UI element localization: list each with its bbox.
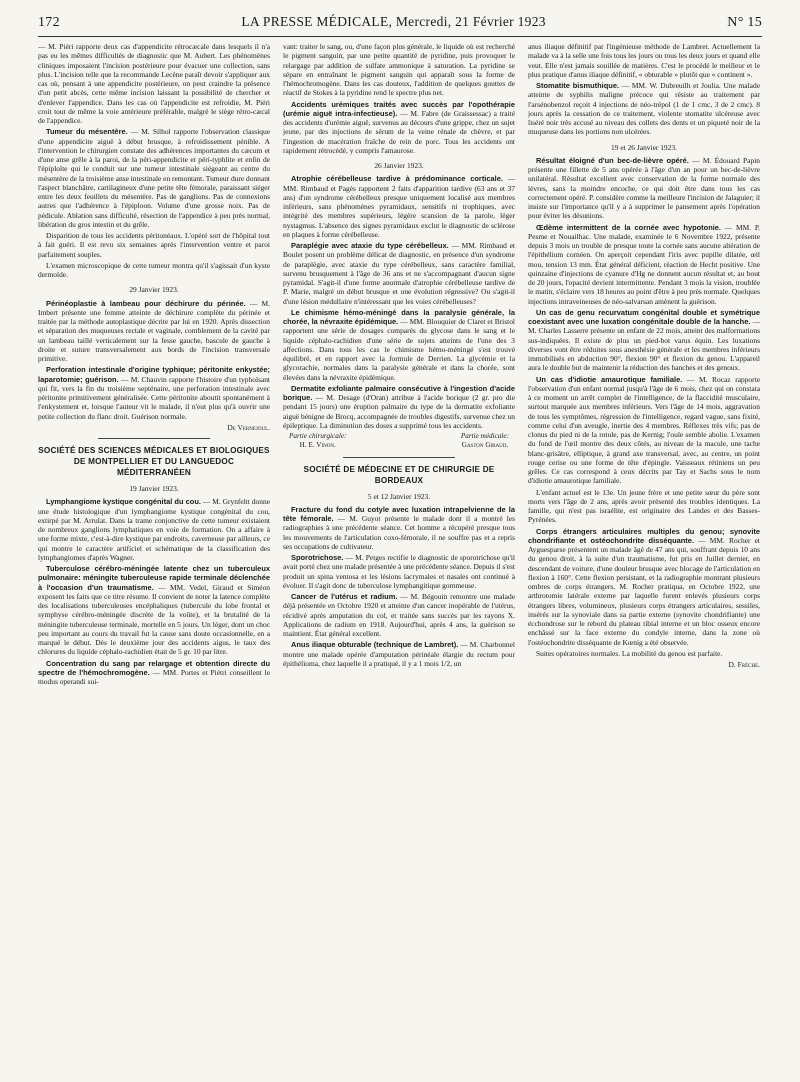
running-header <box>38 14 762 34</box>
article <box>528 308 760 373</box>
article <box>528 223 760 306</box>
article <box>283 592 515 638</box>
article-title: Stomatite bismuthique. <box>536 81 620 90</box>
signature: De Vernejoul. <box>227 422 270 432</box>
article-body: — M. Grynfeltt donne une étude histologique d'un lymphangiome kystique congénital du cou, extirpé par M. Arrulat. Dans la trame conjonctive de cette tumeur existaient de nombreux ganglions lymphatiques en voie de formation. On a affaire à une forme mixte, c'est-à-dire kystique par endroits, caverneuse par ailleurs, ce qui montre le caractère artificiel et schématique de la classification des lymphangiomes d'après Wagner. <box>38 497 270 562</box>
article-title: Cancer de l'utérus et radium. <box>291 592 398 601</box>
article-title: Accidents urémiques traités avec succès par l'opothérapie (urémie aiguë intra-infectieuse). <box>283 99 515 118</box>
paragraph: anus iliaque définitif par l'ingénieuse méthode de Lambret. Actuellement la malade va à la selle une fois tous les jours ou tous les deux jours et quand elle veut. Elle n'est jamais souillée de matières. C'est le procédé le meilleur et le plus pratique d'anus iliaque définitif, « obturable » plutôt que « continent ». <box>528 42 760 79</box>
article-body: — MM. Blouquier de Claret et Bristol rapportent une série de dosages comparés du glycose dans le sang et le liquide céphalo-rachidien d'une série de sujets atteints de l'une des 3 affections. Dans tous les cas le chimisme hémo-méningé s'est trouvé équilibré, et en rapport avec la formule de Derrien. La glycémie et la glycorachie, normales dans la paralysie générale et dans la chorée, sont élevées dans la névraxite épidémique. <box>283 317 515 382</box>
article <box>283 100 515 156</box>
column-3 <box>528 42 760 1082</box>
paragraph: — M. Piéri rapporte deux cas d'appendicite rétrocæcale dans lesquels il n'a pas eu les mêmes difficultés de diagnostic que M. Aubert. Les phénomènes cliniques imposaient l'incision postérieure pour évacuer une collection, sans plus. L'incision telle que la recommande Lecène paraît devoir s'appliquer aux cas où, pensant à une appendicite postérieure, on peut craindre la présence d'un petit abcès, cette même incision laissant la possibilité de chercher et d'enlever l'appendice. Dans les cas où l'appendicite est refroidie, M. Piéri croit tout de même la voie antérieure préférable, malgré le siège rétro-cæcal de l'appendice. <box>38 42 270 125</box>
article-title: Dermatite exfoliante palmaire consécutive à l'ingestion d'acide borique. <box>283 383 515 402</box>
signature-name: Gaston Giraud. <box>461 441 509 450</box>
society-heading: SOCIÉTÉ DE MÉDECINE ET DE CHIRURGIE DE BORDEAUX <box>303 464 495 485</box>
dual-signature <box>289 432 509 451</box>
article <box>283 174 515 239</box>
article-title: Résultat éloigné d'un bec-de-lièvre opéré. <box>536 155 689 165</box>
signature: D. Frèche. <box>728 660 760 669</box>
article-body: — MM. Rimbaud et Pagès rapportent 2 faits d'apparition tardive (63 ans et 37 ans) d'un syndrome cérébelleux presque uniquement localisé aux membres inférieurs, sans phénomènes pyramidaux, sensitifs ni trophiques, avec intégrité des membres supérieurs, légère scansion de la parole, léger nystagmus. L'absence des signes pyramidaux exclut le diagnostic de sclérose en plaques à forme cérébelleuse. <box>283 174 515 239</box>
signature-left <box>289 432 346 451</box>
article <box>528 527 760 647</box>
article-title: Tuberculose cérébro-méningée latente chez un tuberculeux pulmonaire: méningite tuberculeuse rapide terminale déclenchée à l'occasion d'un traumatisme. <box>38 564 270 592</box>
paragraph: Suites opératoires normales. La mobilité du genou est parfaite. <box>536 648 723 658</box>
article-title: Le chimisme hémo-méningé dans la paralysie générale, la chorée, la névraxite épidémique. <box>283 307 515 326</box>
article-title: Atrophie cérébelleuse tardive à prédominance corticale. <box>291 174 503 184</box>
page-number: 172 <box>38 15 60 30</box>
article-title: Perforation intestinale d'origine typhique; péritonite enkystée; laparotomie; guérison. <box>38 365 270 384</box>
column-1 <box>38 42 270 1082</box>
article <box>283 553 515 590</box>
session-date: 19 Janvier 1923. <box>129 484 179 493</box>
article <box>38 299 270 364</box>
journal-title: LA PRESSE MÉDICALE, Mercredi, 21 Février 1923 <box>241 14 546 29</box>
article-title: Fracture du fond du cotyle avec luxation intrapelvienne de la tête fémorale. <box>283 504 515 523</box>
article-title: Un cas de genu recurvatum congénital double et symétrique coexistant avec une luxation congénitale double de la hanche. <box>528 307 760 326</box>
paragraph: L'examen microscopique de cette tumeur montra qu'il s'agissait d'un kyste dermoïde. <box>38 260 270 279</box>
column-2 <box>283 42 515 1082</box>
article <box>38 127 270 229</box>
signature-label: Partie médicale: <box>460 432 509 440</box>
article-title: Un cas d'idiotie amaurotique familiale. <box>536 374 683 384</box>
article <box>283 505 515 551</box>
article-body: — MM. Rimbaud et Boulet posent un problème délicat de diagnostic, en présence d'un syndrome de paraplégie, avec ataxie du type cérébelleux, sans caractère familial, survenu brusquement à l'âge de 36 ans et ne s'accompagnant d'aucun signe pyramidal. S'agit-il d'une forme anormale d'atrophie cérébelleuse tardive de P. Marie, malgré un début brusque et une évolution régressive? Ou s'agit-il d'une lésion médullaire n'intéressant que les voies cérébelleuses? <box>283 241 515 306</box>
article-body: — M. Bégouin remontre une malade déjà présentée en Octobre 1920 et atteinte d'un cancer inopérable de l'utérus, récidivé après amputation du col, et traitée sans succès par les rayons X. Applications de radium en 1918. Aujourd'hui, après 4 ans, la guérison se maintient. État général excellent. <box>283 592 515 638</box>
session-date: 19 et 26 Janvier 1923. <box>611 142 677 152</box>
article-title: Tumeur du mésentère. <box>46 127 128 137</box>
issue-number: N° 15 <box>727 15 762 30</box>
text-columns <box>38 42 762 1082</box>
paragraph: Disparition de tous les accidents péritonéaux. L'opéré sort de l'hôpital tout à fait guéri. Il est revu six semaines après l'intervention ventre et paroi parfaitement souples. <box>38 231 270 259</box>
article <box>38 497 270 562</box>
article-title: Anus iliaque obturable (technique de Lambret). <box>291 640 459 650</box>
article-body: — M. Charles Lasserre présente un enfant de 22 mois, atteint des malformations sus-indiquées. Il existe de plus un pied-bot varus équin. Les luxations diverses vont être réduites sous anesthésie générale et les membres inférieurs immobilisés en abduction 90°, flexion 90° et flexion du genou. L'appareil aura le double but de maintenir la réduction des hanches et des genoux. <box>528 317 760 373</box>
article <box>283 308 515 382</box>
session-date: 5 et 12 Janvier 1923. <box>367 491 431 501</box>
article-body: — M. Petges rectifie le diagnostic de sporotrichose qu'il avait porté chez une malade présentée à une précédente séance. Depuis il s'est produit un spina ventosa et les lésions lacrymales et nasales ont continué à évoluer. Il s'agit donc de tuberculose lymphangitique gommeuse. <box>283 553 515 590</box>
article-title: Corps étrangers articulaires multiples du genou; synovite chondrifiante et ostéochondrite disséquante. <box>528 526 760 545</box>
session-date: 26 Janvier 1923. <box>374 161 424 170</box>
article-body: — MM. P. Pesme et Nouailhac. Une malade, examinée le 6 Novembre 1922, présente depuis 3 mois un trouble de presque toute la cornée sans aucune altération de l'épithélium cornéen. On aperçoit cependant l'iris avec pupille dilatée, œil mou, tension 13 mm. État général déficient, réaction de Hecht positive. Une quinzaine d'injections de cyanure d'Hg ne donnent aucun résultat et, au bout de 20 jours, l'opacité devient intermittente. Pendant 3 mois la vision, troublée le matin, s'éclaire vers 18 heures au point d'être à peu près normale. Quelques injections intraveineuses de néo-salvarsan amènent la guérison. <box>528 222 760 306</box>
section-divider <box>98 438 210 439</box>
article <box>528 156 760 221</box>
article <box>283 241 515 306</box>
article-body: — M. Fabre (de Graissessac) a traité des accidents d'urémie aiguë, survenus au décours d'une grippe, chez un sujet jeune, par des injections de sérum de la veine rénale de chèvre, et par l'ingestion de macération fraîche de rein de porc. Tous les accidents ont rapidement rétrocédé, y compris l'amaurose. <box>283 108 515 155</box>
article <box>528 81 760 137</box>
article-body: — M. Imbert présente une femme atteinte de déchirure complète du périnée et traitée par la méthode autoplastique décrite par lui en 1920. Après dissection et séparation des muqueuses rectale et vaginale, comblement de la cavité par un lambeau taillé verticalement sur la fesse gauche, bascule de gauche à droite et suture transversalement aux bords de l'incision transversale primitive. <box>38 298 270 363</box>
article <box>38 564 270 657</box>
header-rule <box>38 36 762 37</box>
article-title: Lymphangiome kystique congénital du cou. <box>46 497 201 507</box>
article-title: Sporotrichose. <box>291 553 344 562</box>
article-title: Paraplégie avec ataxie du type cérébelleux. <box>291 241 449 250</box>
paragraph: L'enfant actuel est le 13e. Un jeune frère et une petite sœur du père sont morts vers l'âge de 2 ans, après avoir présenté des troubles identiques. La famille, qui n'est pas israélite, est originaire des Landes et des Basses-Pyrénées. <box>528 487 760 525</box>
article-title: Concentration du sang par relargage et obtention directe du spectre de l'hémochromogène. <box>38 658 270 677</box>
article-title: Œdème intermittent de la cornée avec hypotonie. <box>536 222 722 232</box>
article <box>283 640 515 668</box>
article <box>38 365 270 421</box>
article-body: — MM. Rocher et Ayguesparse présentent un malade âgé de 47 ans qui, souffrant depuis 10 ans du genou droit, à la suite d'un traumatisme, fut pris en Juillet dernier, en descendant de voiture, d'une douleur brusque avec blocage de l'articulation en flexion à 160°. Cette flexion persistant, et la radiographie montrant plusieurs ombres de corps étrangers, M. Rocher pratiqua, en Octobre 1922, une arthrotomie latérale externe par laquelle furent enlevés plusieurs corps étrangers libres, volumineux, plusieurs corps étrangers articulaires, sessiles, insérés sur la synoviale dans sa partie externe (synovite chondrifiante) une écchondrose sur le rebord du plateau tibial interne et un bloc osseux encore enchâssé sur la face externe du condyle interne, dans la zone où l'ostéochondrite disséquante de Kœnig a été observée. <box>528 535 760 647</box>
article-body: — M. Guyot présente le malade dont il a montré les radiographies à une précédente séance. Cet homme a récupéré presque tous les mouvements de l'articulation coxo-fémorale, il ne souffre pas et a repris ses occupations de cultivateur. <box>283 514 515 551</box>
article-body: — M. Charbonnel montre une malade opérée d'amputation périnéale élargie du rectum pour épithélioma, chez laquelle il a pratiqué, il y a 1 mois 1/2, un <box>283 640 515 668</box>
signature-right <box>461 432 509 451</box>
section-divider <box>343 457 455 458</box>
session-date: 29 Janvier 1923. <box>129 285 179 295</box>
article-body: — M. Chauvin rapporte l'histoire d'un typhoïsant qui fit, vers la fin du troisième septénaire, une perforation intestinale avec péritonite primitivement généralisée. Cette péritonite aboutit spontanément à l'enkystement et, lorsque l'auteur vit le malade, il n'eut plus qu'à ouvrir une petite collection du flanc droit. Guérison normale. <box>38 374 270 421</box>
article-body: — M. Silhol rapporte l'observation classique d'une appendicite aiguë à début brusque, à refroidissement pénible. A l'intervention le chirurgien constate des adhérences importantes du cæcum et d'une anse grêle à la paroi, de la péri-appendicite et péri-typhlite et enfin de l'épiploïte qui le conduit sur une tumeur intestinale siégeant au centre du mésentère de la troisième anse intestinale en remontant. Tumeur dure donnant l'aspect blanchâtre, cartilagineux d'une petite tête fémorale, paraissant siéger entre les deux feuillets du mésentère. Pas de ganglions. Pas de connexions autres que l'adhérence à l'épiploon. Volume d'une grosse noix. Pas de pédicule. Ablation sans difficulté, résection de l'appendice à peu près normal, libération du gros intestin et du grêle. <box>38 127 270 229</box>
society-heading: SOCIÉTÉ DES SCIENCES MÉDICALES ET BIOLOGIQUES DE MONTPELLIER ET DU LANGUEDOC MÉDITERRANÉEN <box>38 446 270 477</box>
article-body: — MM. Portes et Piétri conseillent le modus operandi sui- <box>38 667 270 686</box>
article-body: — M. Édouard Papin présente une fillette de 5 ans opérée à l'âge d'un an pour un bec-de-lièvre unilatéral. Résultat excellent avec conservation de la forme normale des lèvres, sans la moindre encoche, ce qui doit être dans tous les cas correctement opéré. P. considère comme la meilleure l'incision de Jalaguier; il insiste sur l'importance qu'il y a à supprimer le pansement après l'opération pour éviter les désunions. <box>528 155 760 221</box>
article-body: — MM. Vedel, Giraud et Siméon exposent les faits que ce titre résume. Il convient de noter la latence complète des localisations tuberculeuses encéphaliques (tubercule du lobe frontal et symphyse cérébro-méningée discrète de la voûte), et la brutalité de la méningite tuberculeuse terminale, mortelle en 5 jours. Un léger, dont un choc peu important au cours du travail fut la cause sans doute occasionnelle, en a marqué le début. Dès le deuxième jour des accidents aigus, le taux des chlorures du liquide céphalo-rachidien était de 5 gr. 10 par litre. <box>38 582 270 657</box>
signature-label: Partie chirurgicale: <box>289 432 347 440</box>
article <box>528 375 760 486</box>
article-title: Périnéoplastie à lambeau pour déchirure du périnée. <box>46 298 246 308</box>
paragraph: vant: traiter le sang, ou, d'une façon plus générale, le liquide où est recherché le pigment sanguin, par une petite quantité de pyridine, puis provoquer le relargage par addition de sulfate ammonique à saturation. La pyridine se sépare en entraînant le pigment sanguin qui apparaît sous la forme de l'hémochromogène. Dans les cas douteux, l'addition de quelques gouttes de réactif de Stokes à la pyridine rend le spectre plus net. <box>283 42 515 98</box>
article-body: — M. Rocaz rapporte l'observation d'un enfant normal jusqu'à l'âge de 6 mois, chez qui on constata à ce moment un arrêt complet de l'intelligence, de la flaccidité musculaire, surtout marquée aux membres inférieurs. Vers l'âge de 14 mois, aggravation de tous les symptômes, régression de l'intelligence, regard vague, sans fixité, comme celui d'un aveugle, inertie des 4 membres. Réflexes très vifs; pas de clonus du pied ni de la rotule, pas de Kernig; l'ouïe semble abolie. L'examen du fond de l'œil montre des deux côtés, au niveau de la macule, une tache blanc-grisâtre, elliptique, à grand axe transversal, avec, au centre, un point rouge cerise ou une forme de tête d'épingle. Vaisseaux rétiniens un peu grêles. Ce cas correspond à ceux décrits par Tay et Sachs sous le nom d'idiotie amaurotique familiale. <box>528 374 760 486</box>
signature-name: H. E. Vinon. <box>299 441 336 450</box>
article <box>283 384 515 430</box>
article <box>38 659 270 687</box>
article-body: — M. Desage (d'Oran) attribue à l'acide borique (2 gr. pro die pendant 15 jours) une éruption palmaire du type de la dermatite exfoliante aiguë bénigne de Brocq, accompagnée de troubles digestifs, survenue chez un épileptique. La diminution des doses a supprimé tous les accidents. <box>283 393 515 430</box>
article-body: — MM. W. Dubreuilh et Joulia. Une malade atteinte de syphilis maligne précoce qui résiste au traitement par l'arsénobenzol reçoit 4 injections de néo-trépol (1 de 1 cmc, 3 de 2 cmc). 8 jours après la cessation de ce traitement, violente stomatite ulcéreuse avec liséré noir très accusé au niveau des collets des dents et un piqueté noir de la muqueuse dans les portions non ulcérées. <box>528 81 760 137</box>
